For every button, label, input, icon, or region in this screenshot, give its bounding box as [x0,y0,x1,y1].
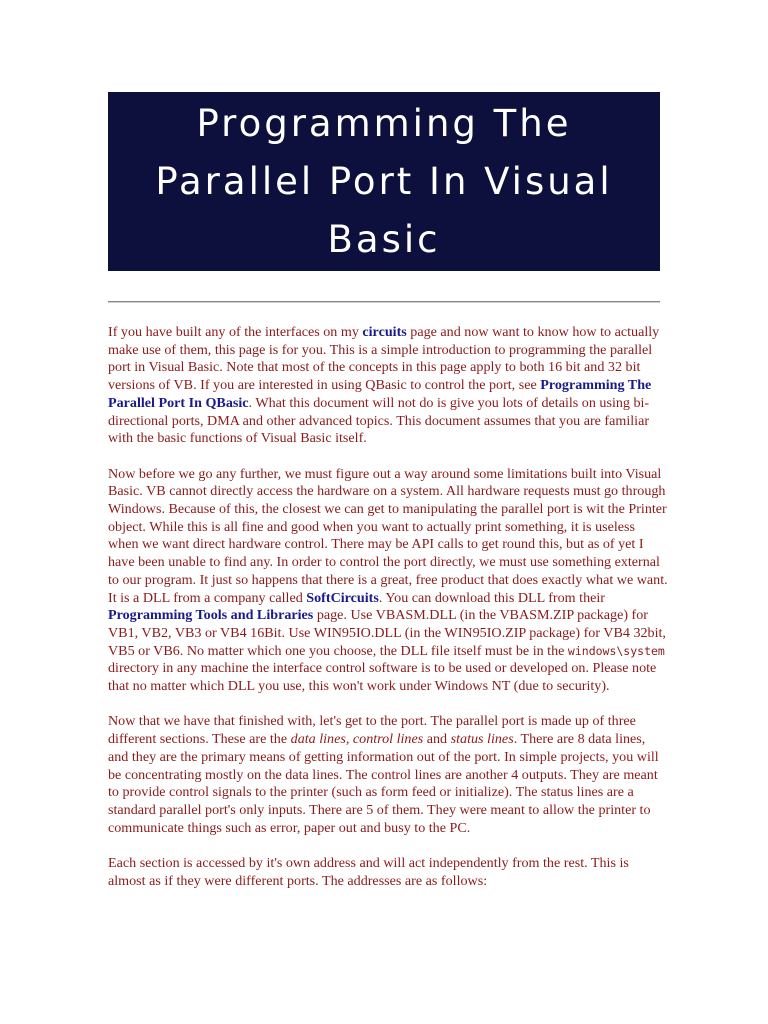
paragraph-text: directory in any machine the interface control software is to be used or developed on. Please note that no matter which DLL you use, this won't work under Windows NT (due to security). [108,660,657,695]
paragraph-text: . What this document will not do is give you lots of details on using bi-directional ports, DMA and other advanced topics. This document assumes that you are familiar with the basic functions of Visual Basic itself. [108,394,650,447]
circuits-link[interactable]: circuits [362,324,407,340]
paragraph-text: and [423,731,451,748]
page-title-line-2: Parallel Port In Visual [155,160,613,203]
control-lines-term: control lines [352,731,424,748]
horizontal-rule [108,301,660,303]
paragraph-text: page and now want to know how to actually make use of them, this page is for you. This is a simple introduction to programming the parallel port in Visual Basic. Note that most of the concepts in this page apply to both 16 bit and 32 bit versions of VB. If you are interested in using QBasic to control the port, see [108,324,660,394]
paragraph-text: Now before we go any further, we must figure out a way around some limitations built into Visual Basic. VB cannot directly access the hardware on a system. All hardware requests must go through Windows. Because of this, the closest we can get to manipulating the parallel port is wit the Printer object. While this is all fine and good when you want to actually print something, it is useless when we want direct hardware control. There may be API calls to get round this, but as of yet I have been unable to find any. In order to control the port directly, we must use something external to our program. It just so happens that there is a great, free product that does exactly what we want. It is a DLL from a company called [108,465,668,606]
paragraph-addresses [108,855,668,890]
paragraph-text: Each section is accessed by it's own address and will act independently from the rest. This is almost as if they were different ports. The addresses are as follows: [108,855,629,889]
paragraph-text: . There are 8 data lines, and they are the primary means of getting information out of the port. In simple projects, you will be concentrating mostly on the data lines. The control lines are another 4 outputs. They are meant to provide control signals to the printer (such as form feed or initialize). The status lines are a standard parallel port's only inputs. There are 5 of them. They were meant to allow the printer to communicate things such as error, paper out and busy to the PC. [108,731,659,836]
paragraph-text: Now that we have that finished with, let's get to the port. The parallel port is made up of three different sections. These are the [108,713,636,748]
paragraph-text: . You can download this DLL from their [378,589,605,606]
paragraph-limitations [108,466,668,696]
paragraph-text: page. Use VBASM.DLL (in the VBASM.ZIP package) for VB1, VB2, VB3 or VB4 16Bit. Use WIN95IO.DLL (in the WIN95IO.ZIP package) for VB4 32bit, VB5 or VB6. No matter which one you choose, the DLL file itself must be in the [108,607,666,659]
page-title-line-3: Basic [327,218,441,261]
page-title-line-1: Programming The [196,102,572,145]
title-banner [108,92,660,271]
qbasic-page-link[interactable]: Programming The Parallel Port In QBasic [108,377,652,411]
softcircuits-link[interactable]: SoftCircuits [306,589,379,606]
data-lines-term: data lines [290,731,346,748]
programming-tools-link[interactable]: Programming Tools and Libraries [108,607,314,624]
status-lines-term: status lines [450,731,514,748]
article-body [108,324,668,908]
windows-system-path: windows\system [567,643,665,658]
paragraph-port-sections [108,713,668,837]
paragraph-text: , [345,731,353,748]
paragraph-intro [108,324,668,448]
paragraph-text: If you have built any of the interfaces on my [108,324,363,340]
